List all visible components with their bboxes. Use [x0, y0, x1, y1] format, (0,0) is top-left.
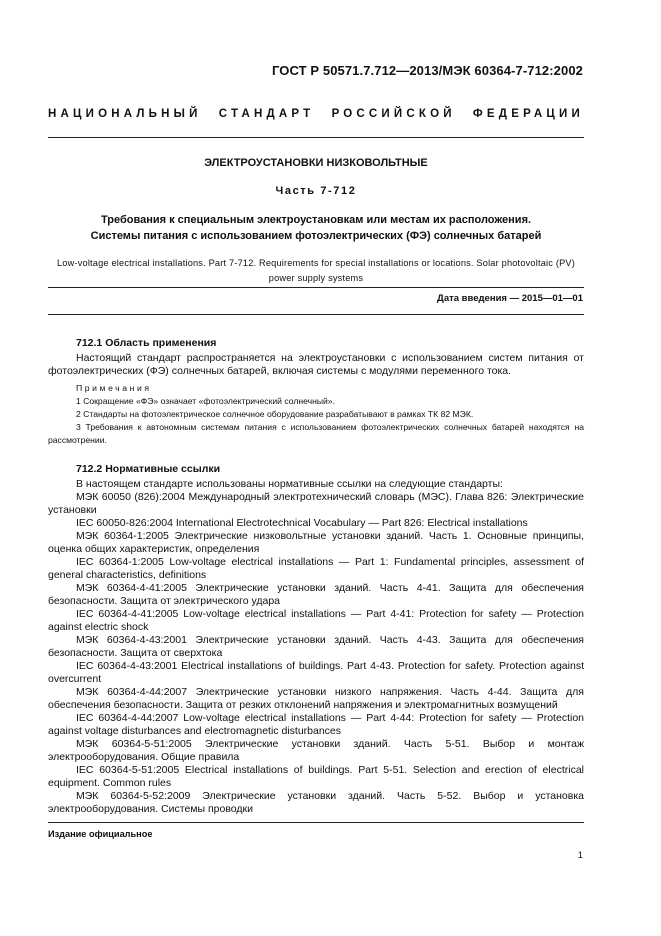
section-normative-references — [48, 463, 584, 816]
reference-item: МЭК 60364-5-52:2009 Электрические установки зданий. Часть 5-52. Выбор и установка электрооборудования. Системы проводки — [48, 790, 584, 815]
footer-divider — [48, 822, 584, 823]
banner-word: ФЕДЕРАЦИИ — [472, 108, 584, 120]
official-edition-label: Издание официальное — [48, 829, 153, 839]
reference-item: IEC 60364-4-43:2001 Electrical installations of buildings. Part 4-43. Protection for safety. Protection against overcurrent — [48, 660, 584, 685]
references-intro: В настоящем стандарте использованы нормативные ссылки на следующие стандарты: — [76, 478, 503, 490]
title-divider — [48, 287, 584, 288]
russian-subtitle-line: Требования к специальным электроустановкам или местам их расположения. — [100, 214, 532, 226]
standard-title: ЭЛЕКТРОУСТАНОВКИ НИЗКОВОЛЬТНЫЕ — [204, 157, 428, 169]
section-heading: 712.2 Нормативные ссылки — [76, 463, 221, 475]
part-number: Часть 7-712 — [275, 185, 357, 197]
note-item: 2 Стандарты на фотоэлектрическое солнечное оборудование разрабатывают в рамках ТК 82 МЭК. — [76, 408, 474, 419]
effective-date: Дата введения — 2015—01—01 — [437, 293, 583, 304]
national-standard-banner — [48, 108, 584, 120]
reference-item: IEC 60364-5-51:2005 Electrical installations of buildings. Part 5-51. Selection and erection of electrical equipment. Common rules — [48, 764, 584, 789]
notes-title: Примечания — [76, 382, 152, 393]
top-divider — [48, 137, 584, 138]
english-title — [48, 256, 584, 286]
banner-word: РОССИЙСКОЙ — [331, 108, 456, 120]
banner-word: СТАНДАРТ — [218, 108, 315, 120]
note-item: 1 Сокращение «ФЭ» означает «фотоэлектрический солнечный». — [76, 395, 335, 406]
section-heading: 712.1 Область применения — [76, 337, 217, 349]
scope-paragraph: Настоящий стандарт распространяется на электроустановки с использованием систем питания от фотоэлектрических (ФЭ) солнечных батарей, включая системы с модулями переменного тока. — [48, 352, 584, 378]
russian-subtitle — [48, 212, 584, 244]
reference-item: IEC 60364-1:2005 Low-voltage electrical installations — Part 1: Fundamental principles, assessment of general characteristics, definitions — [48, 556, 584, 581]
reference-item: МЭК 60364-5-51:2005 Электрические установки зданий. Часть 5-51. Выбор и монтаж электрооборудования. Общие правила — [48, 738, 584, 763]
russian-subtitle-line: Системы питания с использованием фотоэлектрических (ФЭ) солнечных батарей — [90, 230, 542, 242]
reference-item: IEC 60050-826:2004 International Electrotechnical Vocabulary — Part 826: Electrical installations — [76, 517, 528, 529]
reference-item: МЭК 60364-1:2005 Электрические низковольтные установки зданий. Часть 1. Основные принципы, оценка общих характеристик, определения — [48, 530, 584, 555]
reference-item: IEC 60364-4-44:2007 Low-voltage electrical installations — Part 4-44: Protection for safety — Protection against voltage disturbances and electromagnetic disturbances — [48, 712, 584, 737]
reference-item: МЭК 60364-4-44:2007 Электрические установки низкого напряжения. Часть 4-44. Защита для обеспечения безопасности. Защита от резких отклонений напряжения и электромагнитных возмущений — [48, 686, 584, 711]
date-divider — [48, 314, 584, 315]
reference-item: МЭК 60364-4-41:2005 Электрические установки зданий. Часть 4-41. Защита для обеспечения безопасности. Защита от электрического удара — [48, 582, 584, 607]
reference-item: МЭК 60050 (826):2004 Международный электротехнический словарь (МЭС). Глава 826: Электрические установки — [48, 491, 584, 516]
reference-item: IEC 60364-4-41:2005 Low-voltage electrical installations — Part 4-41: Protection for safety — Protection against electric shock — [48, 608, 584, 633]
note-item: 3 Требования к автономным системам питания с использованием фотоэлектрических солнечных батарей находятся на рассмотрении. — [48, 421, 584, 445]
english-title-line: Low-voltage electrical installations. Part 7-712. Requirements for special installations or locations. Solar photovoltaic (PV) — [57, 258, 575, 268]
document-code: ГОСТ Р 50571.7.712—2013/МЭК 60364-7-712:2002 — [271, 63, 583, 78]
english-title-line: power supply systems — [268, 273, 364, 283]
reference-item: МЭК 60364-4-43:2001 Электрические установки зданий. Часть 4-43. Защита для обеспечения безопасности. Защита от сверхтока — [48, 634, 584, 659]
banner-word: НАЦИОНАЛЬНЫЙ — [48, 108, 202, 120]
page-number: 1 — [577, 850, 583, 861]
section-scope — [48, 337, 584, 447]
